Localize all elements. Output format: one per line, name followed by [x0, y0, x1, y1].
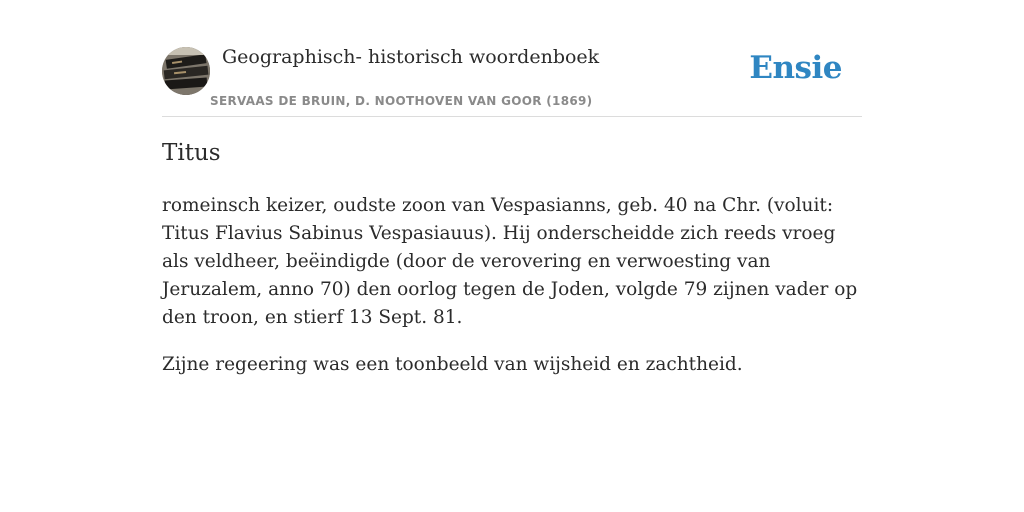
- book-cover-avatar[interactable]: [162, 47, 210, 95]
- entry-body: [162, 192, 867, 398]
- entry-paragraph: romeinsch keizer, oudste zoon van Vespasianns, geb. 40 na Chr. (voluit: Titus Flavius Sabinus Vespasiauus). Hij onderscheidde zich reeds vroeg als veldheer, beëindigde (door de verovering en verwoesting van Jeruzalem, anno 70) den oorlog tegen de Joden, volgde 79 zijnen vader op den troon, en stierf 13 Sept. 81.: [162, 195, 858, 328]
- book-spines-icon: [162, 47, 210, 95]
- book-title[interactable]: Geographisch- historisch woordenboek: [222, 46, 600, 68]
- header: [162, 0, 862, 117]
- page: [162, 0, 862, 375]
- entry-paragraph: Zijne regeering was een toonbeeld van wijsheid en zachtheid.: [162, 354, 743, 375]
- ensie-logo-link[interactable]: Ensie: [749, 50, 842, 86]
- entry-title: Titus: [162, 140, 221, 166]
- book-author-year: SERVAAS DE BRUIN, D. NOOTHOVEN VAN GOOR (1869): [210, 94, 593, 108]
